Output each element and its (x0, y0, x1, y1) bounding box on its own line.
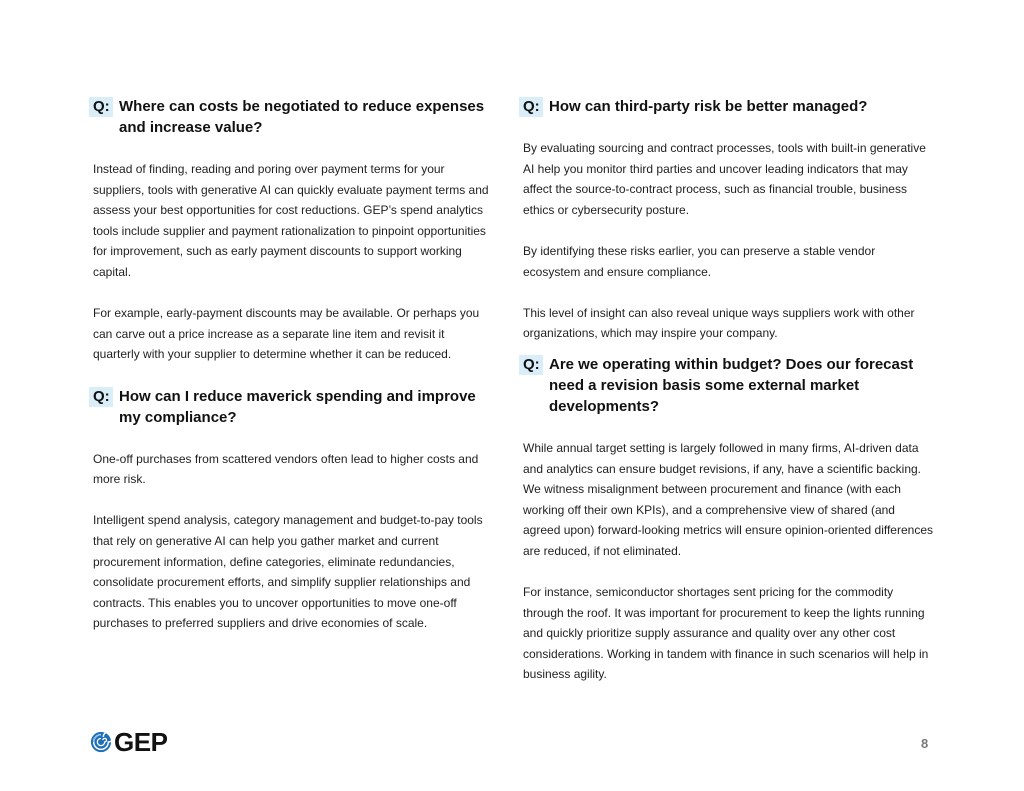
question-heading (523, 96, 935, 117)
answer-paragraph: For instance, semiconductor shortages sent pricing for the commodity through the roof. It was important for procurement to keep the lights running and quickly prioritize supply assurance and quality over any other cost considerations. Working in tandem with finance in such scenarios will help in business agility. (523, 585, 929, 682)
question-text: How can third-party risk be better managed? (549, 98, 868, 115)
q-label: Q: (89, 97, 113, 117)
answer-paragraph: Intelligent spend analysis, category management and budget-to-pay tools that rely on generative AI can help you gather market and current procurement information, define categories, eliminate redundancies, consolidate procurement efforts, and simplify supplier relationships and contracts. This enables you to uncover opportunities to move one-off purchases to preferred suppliers and drive economies of scale. (93, 513, 483, 631)
answer-paragraph: This level of insight can also reveal unique ways suppliers work with other organizations, which may inspire your company. (523, 305, 915, 341)
question-text: Are we operating within budget? Does our forecast need a revision basis some external market developments? (549, 355, 914, 415)
gep-swirl-icon (90, 731, 112, 753)
left-column (93, 96, 493, 634)
question-heading (523, 354, 935, 417)
answer-paragraph: Instead of finding, reading and poring over payment terms for your suppliers, tools with generative AI can quickly evaluate payment terms and assess your best opportunities for cost reductions. GEP’s spend analytics tools include supplier and payment rationalization to pinpoint opportunities for improvement, such as early payment discounts to support working capital. (93, 162, 489, 279)
page-number: 8 (921, 736, 929, 751)
question-heading (93, 386, 493, 428)
q-label: Q: (519, 355, 543, 375)
right-column (523, 96, 935, 685)
answer-paragraph: For example, early-payment discounts may be available. Or perhaps you can carve out a price increase as a separate line item and revisit it quarterly with your supplier to determine whether it can be reduced. (93, 306, 480, 362)
question-text: Where can costs be negotiated to reduce expenses and increase value? (119, 98, 485, 136)
answer-paragraph: One-off purchases from scattered vendors often lead to higher costs and more risk. (93, 451, 479, 487)
gep-logo (90, 729, 167, 755)
qa-section-budget (523, 354, 935, 685)
qa-section-third-party-risk (523, 96, 935, 344)
qa-section-maverick-spending (93, 386, 493, 634)
q-label: Q: (89, 387, 113, 407)
answer-paragraph: While annual target setting is largely followed in many firms, AI-driven data and analytics can ensure budget revisions, if any, have a scientific backing. We witness misalignment between procurement and finance (with each working off their own KPIs), and a comprehensive view of shared (and agreed upon) forward-looking metrics will ensure opinion-oriented differences are reduced, if not eliminated. (523, 440, 933, 558)
logo-text: GEP (114, 727, 168, 757)
question-heading (93, 96, 493, 138)
question-text: How can I reduce maverick spending and improve my compliance? (119, 387, 476, 426)
q-label: Q: (519, 97, 543, 117)
answer-paragraph: By evaluating sourcing and contract processes, tools with built-in generative AI help you monitor third parties and uncover leading indicators that may affect the source-to-contract process, such as financial trouble, business ethics or cybersecurity posture. (523, 141, 926, 217)
qa-section-cost-negotiation (93, 96, 493, 365)
answer-paragraph: By identifying these risks earlier, you can preserve a stable vendor ecosystem and ensure compliance. (523, 243, 876, 279)
